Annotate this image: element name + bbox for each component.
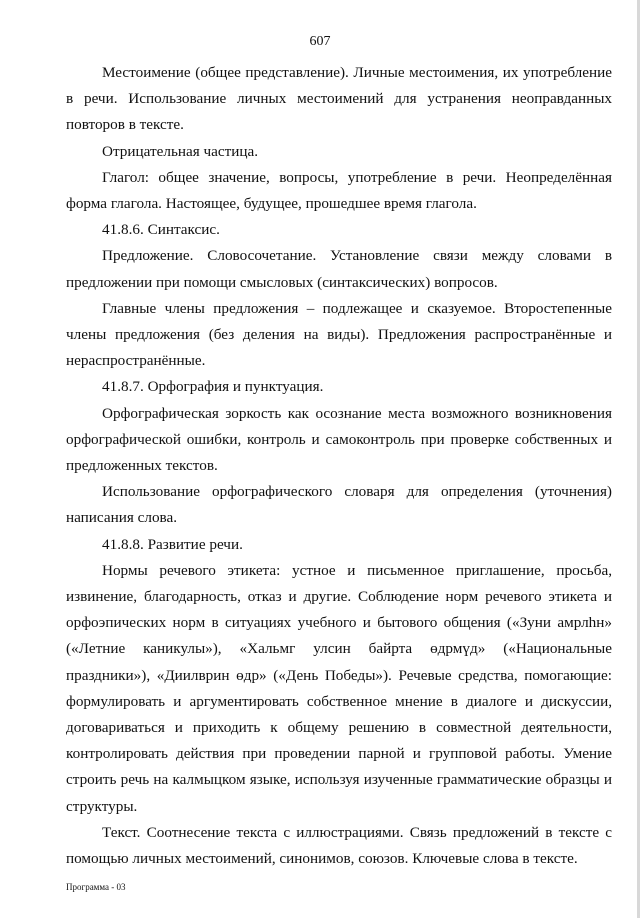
page-number: 607 <box>309 34 331 49</box>
footer-label: Программа - 03 <box>66 882 126 892</box>
paragraph-speech-etiquette: Нормы речевого этикета: устное и письменное приглашение, просьба, извинение, благодарность, отказ и другие. Соблюдение норм речевого этикета и орфоэпических норм в ситуациях учебного и бытового общения («Зуни амрлhн» («Летние каникулы»), «Хальмг улсин байрта өдрмүд» («Национальные праздники»), «Диилврин өдр» («День Победы»). Речевые средства, помогающие: формулировать и аргументировать собственное мнение в диалоге и дискуссии, договариваться и приходить к общему решению в совместной деятельности, контролировать действия при проведении парной и групповой работы. Умение строить речь на калмыцком языке, используя изученные грамматические образцы и структуры. <box>66 561 612 815</box>
section-heading-syntax: 41.8.6. Синтаксис. <box>102 221 220 239</box>
paragraph-dictionary: Использование орфографического словаря для определения (уточнения) написания слова. <box>66 483 612 527</box>
paragraph-pronoun: Местоимение (общее представление). Личные местоимения, их употребление в речи. Использование личных местоимений для устранения неоправданных повторов в тексте. <box>66 64 612 134</box>
paragraph-verb: Глагол: общее значение, вопросы, употребление в речи. Неопределённая форма глагола. Настоящее, будущее, прошедшее время глагола. <box>66 168 612 213</box>
paragraph-sentence: Предложение. Словосочетание. Установление связи между словами в предложении при помощи смысловых (синтаксических) вопросов. <box>66 247 612 291</box>
document-body <box>66 60 612 872</box>
paragraph-orthographic-vigilance: Орфографическая зоркость как осознание места возможного возникновения орфографической ошибки, контроль и самоконтроль при проверке собственных и предложенных текстов. <box>66 404 612 475</box>
section-heading-orthography: 41.8.7. Орфография и пунктуация. <box>102 378 324 396</box>
paragraph-text: Текст. Соотнесение текста с иллюстрациями. Связь предложений в тексте с помощью личных местоимений, синонимов, союзов. Ключевые слова в тексте. <box>66 823 612 868</box>
paragraph-negative-particle: Отрицательная частица. <box>102 142 259 160</box>
paragraph-sentence-members: Главные члены предложения – подлежащее и сказуемое. Второстепенные члены предложения (без деления на виды). Предложения распространённые и нераспространённые. <box>66 299 612 370</box>
section-heading-speech: 41.8.8. Развитие речи. <box>102 535 243 553</box>
